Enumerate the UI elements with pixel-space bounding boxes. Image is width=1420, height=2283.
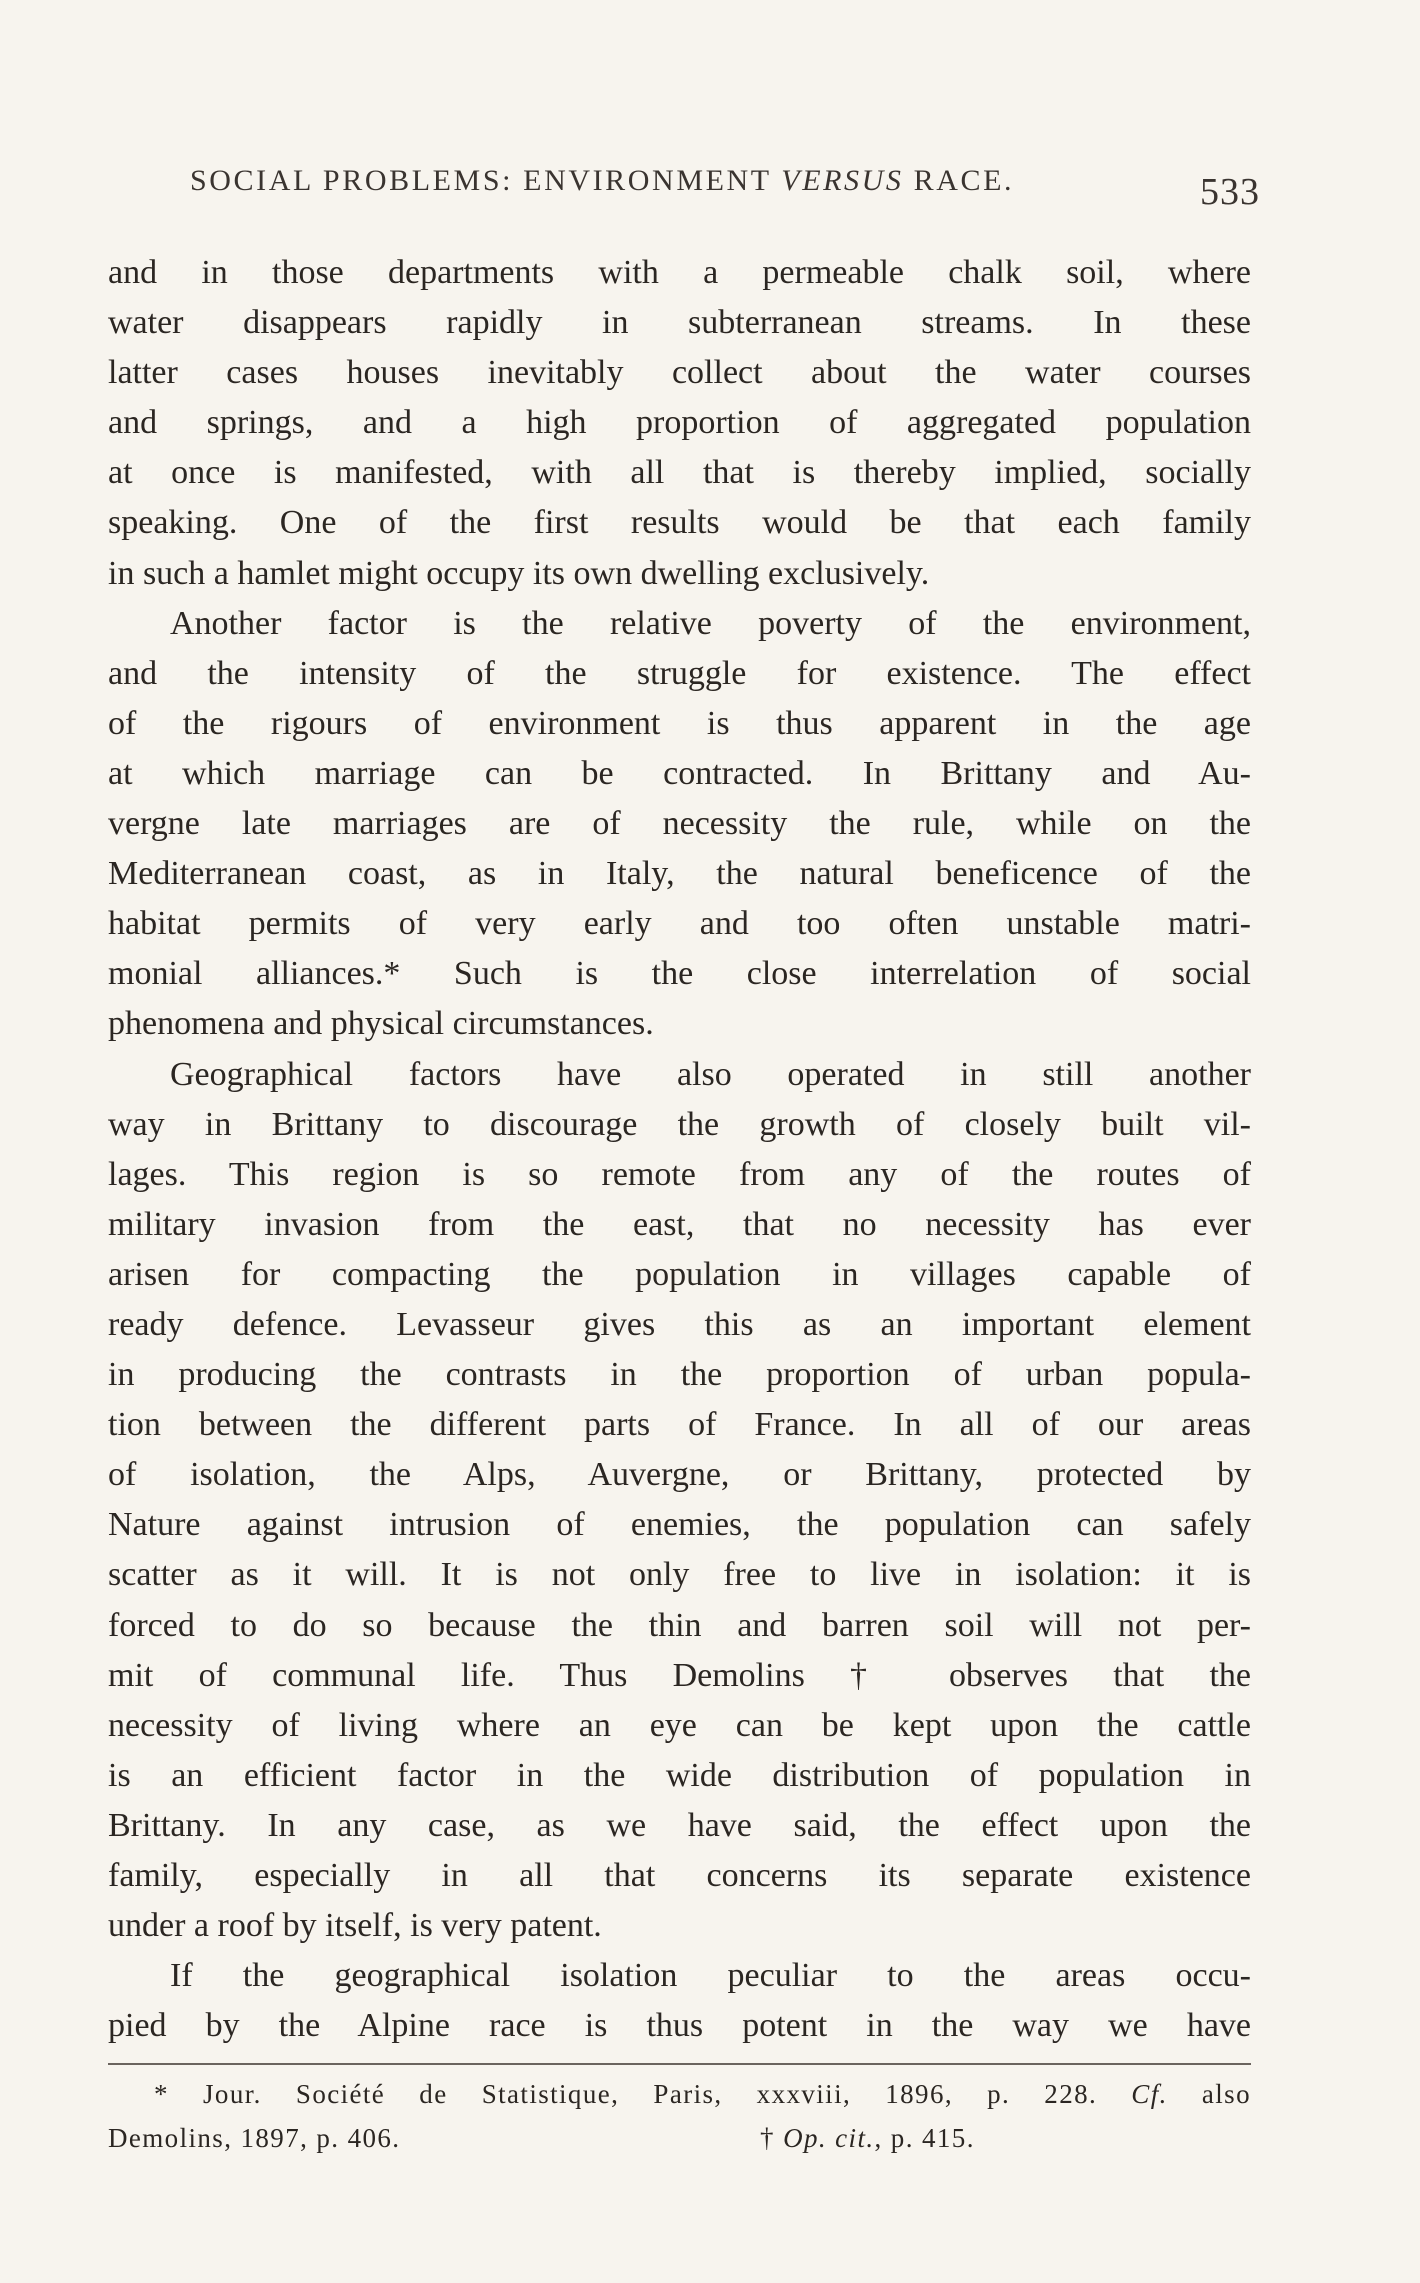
- text-line: family, especially in all that concerns its separate existence: [108, 1857, 1251, 1894]
- paragraph-start: If the geographical isolation peculiar to the areas occu-: [170, 1957, 1251, 1995]
- text-line: in such a hamlet might occupy its own dwelling exclusively.: [108, 554, 930, 592]
- text-line: in producing the contrasts in the proportion of urban popula-: [108, 1356, 1251, 1394]
- text-line: Nature against intrusion of enemies, the population can safely: [108, 1506, 1251, 1544]
- text-line: forced to do so because the thin and barren soil will not per-: [108, 1606, 1251, 1644]
- text-line: mit of communal life. Thus Demolins † observes that the: [108, 1656, 1251, 1694]
- text-line: Brittany. In any case, as we have said, the effect upon the: [108, 1806, 1251, 1844]
- footnote-1: [108, 2072, 1251, 2116]
- text-line: vergne late marriages are of necessity the rule, while on the: [108, 805, 1251, 843]
- paragraph-start: Another factor is the relative poverty of the environment,: [170, 604, 1251, 642]
- footnote-2-mark: †: [760, 2123, 784, 2153]
- page-number: 533: [1200, 171, 1260, 213]
- text-line: scatter as it will. It is not only free to live in isolation: it is: [108, 1556, 1251, 1594]
- text-line: ready defence. Levasseur gives this as an important element: [108, 1305, 1251, 1343]
- text-line: and the intensity of the struggle for existence. The effect: [108, 654, 1251, 692]
- footnotes: [108, 2072, 1251, 2160]
- footnote-line-2: [108, 2116, 1251, 2160]
- text-line: pied by the Alpine race is thus potent in the way we have: [108, 2007, 1251, 2045]
- text-line: military invasion from the east, that no necessity has ever: [108, 1205, 1251, 1243]
- text-line: lages. This region is so remote from any of the routes of: [108, 1155, 1251, 1193]
- text-line: monial alliances.* Such is the close interrelation of social: [108, 955, 1251, 993]
- text-line: and in those departments with a permeable chalk soil, where: [108, 254, 1251, 291]
- text-line: at which marriage can be contracted. In Brittany and Au-: [108, 754, 1251, 792]
- running-title: [190, 164, 1014, 198]
- text-line: at once is manifested, with all that is thereby implied, socially: [108, 454, 1251, 492]
- text-line: and springs, and a high proportion of aggregated population: [108, 404, 1251, 442]
- footnote-1-text: * Jour. Société de Statistique, Paris, xxxviii, 1896, p. 228.: [154, 2079, 1132, 2109]
- footnote-1-continued: Demolins, 1897, p. 406.: [108, 2123, 401, 2153]
- footnote-1-end: also: [1167, 2079, 1251, 2109]
- running-title-text: SOCIAL PROBLEMS: ENVIRONMENT: [190, 164, 782, 197]
- text-line: arisen for compacting the population in villages capable of: [108, 1255, 1251, 1293]
- text-line: habitat permits of very early and too often unstable matri-: [108, 905, 1251, 943]
- paragraph-start: Geographical factors have also operated in still another: [170, 1055, 1251, 1093]
- text-line: water disappears rapidly in subterranean streams. In these: [108, 304, 1251, 342]
- text-line: latter cases houses inevitably collect about the water courses: [108, 354, 1251, 392]
- running-title-end: RACE.: [903, 164, 1015, 197]
- text-line: under a roof by itself, is very patent.: [108, 1907, 602, 1945]
- text-line: tion between the different parts of France. In all of our areas: [108, 1406, 1251, 1444]
- text-line: way in Brittany to discourage the growth of closely built vil-: [108, 1105, 1251, 1143]
- text-line: necessity of living where an eye can be kept upon the cattle: [108, 1706, 1251, 1744]
- footnote-2-text: , p. 415.: [874, 2123, 975, 2153]
- footnote-divider: [108, 2063, 1251, 2065]
- footnote-2: [760, 2116, 975, 2160]
- page-header: [190, 158, 1280, 218]
- footnote-2-italic: Op. cit.: [783, 2123, 875, 2153]
- text-line: phenomena and physical circumstances.: [108, 1005, 654, 1043]
- footnote-1-italic: Cf.: [1131, 2079, 1168, 2109]
- body-text: [108, 248, 1251, 2051]
- text-line: of isolation, the Alps, Auvergne, or Brittany, protected by: [108, 1456, 1251, 1494]
- running-title-italic: VERSUS: [781, 164, 904, 197]
- text-line: of the rigours of environment is thus apparent in the age: [108, 704, 1251, 742]
- text-line: is an efficient factor in the wide distribution of population in: [108, 1756, 1251, 1794]
- text-line: Mediterranean coast, as in Italy, the natural beneficence of the: [108, 855, 1251, 893]
- text-line: speaking. One of the first results would be that each family: [108, 504, 1251, 542]
